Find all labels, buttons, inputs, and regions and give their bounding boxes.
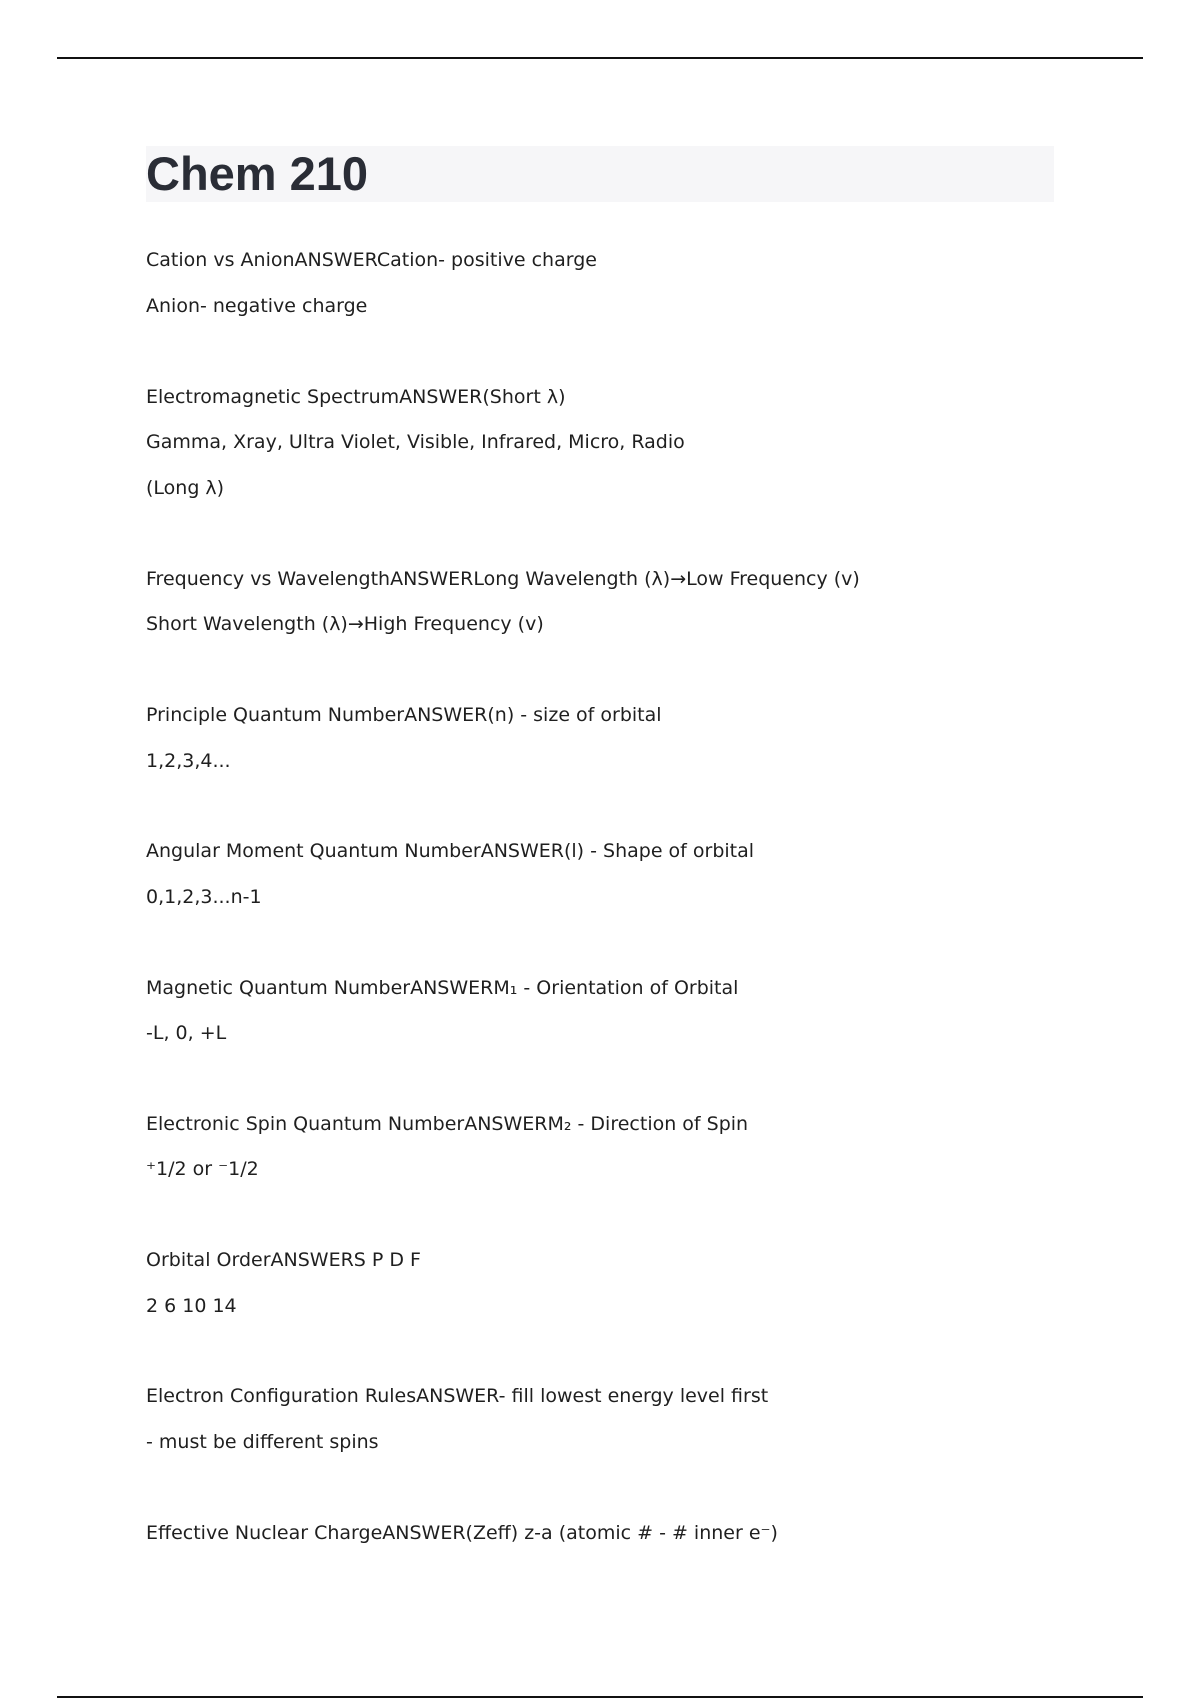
- entry-line: Cation vs AnionANSWERCation- positive charge: [146, 249, 597, 271]
- entry-line: Gamma, Xray, Ultra Violet, Visible, Infrared, Micro, Radio: [146, 431, 685, 453]
- entry-line: Magnetic Quantum NumberANSWERM₁ - Orientation of Orbital: [146, 977, 739, 999]
- entry-line: Electromagnetic SpectrumANSWER(Short λ): [146, 386, 566, 408]
- entry-line: Short Wavelength (λ)→High Frequency (v): [146, 613, 544, 635]
- entry-line: -L, 0, +L: [146, 1022, 227, 1044]
- entry-line: Angular Moment Quantum NumberANSWER(l) - Shape of orbital: [146, 840, 755, 862]
- entry-line: Principle Quantum NumberANSWER(n) - size of orbital: [146, 704, 662, 726]
- entry-line: Anion- negative charge: [146, 295, 368, 317]
- title-banner: [146, 146, 1054, 202]
- page-title: Chem 210: [146, 147, 369, 200]
- entry-line: (Long λ): [146, 477, 225, 499]
- entry-line: Electronic Spin Quantum NumberANSWERM₂ - Direction of Spin: [146, 1113, 749, 1135]
- entry-line: Frequency vs WavelengthANSWERLong Wavelength (λ)→Low Frequency (v): [146, 568, 860, 590]
- entry-line: ⁺1/2 or ⁻1/2: [146, 1158, 259, 1180]
- bottom-rule: [57, 1696, 1143, 1698]
- entry-line: Orbital OrderANSWERS P D F: [146, 1249, 421, 1271]
- entry-line: 0,1,2,3...n-1: [146, 886, 262, 908]
- top-rule: [57, 57, 1143, 59]
- entry-line: - must be different spins: [146, 1431, 379, 1453]
- entry-line: 2 6 10 14: [146, 1295, 237, 1317]
- entry-line: Electron Configuration RulesANSWER- fill lowest energy level first: [146, 1385, 769, 1407]
- entry-line: 1,2,3,4...: [146, 750, 231, 772]
- entry-line: Effective Nuclear ChargeANSWER(Zeff) z-a (atomic # - # inner e⁻): [146, 1522, 778, 1544]
